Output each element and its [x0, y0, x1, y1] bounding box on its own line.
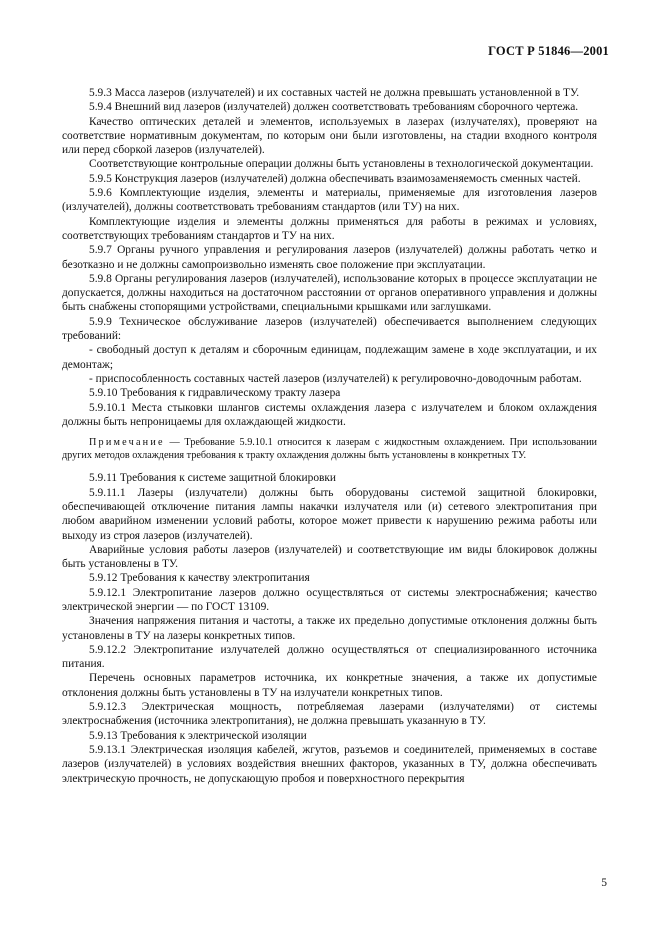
paragraph: Качество оптических деталей и элементов, используемых в лазерах (излучателях), проверяют на соответствие нормативным документам, по которым они были изготовлены, на стадии входного контроля или перед сборкой лазеров (излучателей).	[62, 115, 597, 157]
note-text: — Требование 5.9.10.1 относится к лазерам с жидкостным охлаждением. При использовании других методов охлаждения требования к тракту охлаждения должны быть установлены в конкретных ТУ.	[62, 437, 597, 461]
paragraph: 5.9.5 Конструкция лазеров (излучателей) должна обеспечивать взаимозаменяемость сменных частей.	[89, 172, 581, 185]
section-heading: 5.9.11 Требования к системе защитной блокировки	[89, 472, 337, 485]
paragraph: 5.9.9 Техническое обслуживание лазеров (излучателей) обеспечивается выполнением следующих требований:	[62, 315, 597, 343]
paragraph: 5.9.11.1 Лазеры (излучатели) должны быть оборудованы системой защитной блокировки, обеспечивающей отключение питания лампы накачки излучателя или (и) сетевого электропитания при любом аварийном изменении условий работы, которое может привести к нарушению режима работы или выходу из строя лазеров (излучателей).	[62, 486, 597, 542]
paragraph: 5.9.4 Внешний вид лазеров (излучателей) должен соответствовать требованиям сборочного чертежа.	[89, 101, 579, 114]
paragraph: 5.9.7 Органы ручного управления и регулирования лазеров (излучателей) должны работать четко и безотказно и не должны самопроизвольно изменять свое положение при эксплуатации.	[62, 244, 597, 271]
paragraph: 5.9.12.1 Электропитание лазеров должно осуществляться от системы электроснабжения; качество электрической энергии — по ГОСТ 13109.	[62, 586, 597, 613]
paragraph: Соответствующие контрольные операции должны быть установлены в технологической документации.	[89, 158, 594, 171]
list-item: - приспособленность составных частей лазеров (излучателей) к регулировочно-доводочным работам.	[89, 372, 582, 385]
paragraph: 5.9.12.3 Электрическая мощность, потребляемая лазерами (излучателями) от системы электроснабжения (источника электропитания), не должна превышать указанную в ТУ.	[62, 701, 597, 728]
paragraph: 5.9.12.2 Электропитание излучателей должно осуществляться от специализированного источника питания.	[62, 643, 597, 671]
paragraph: 5.9.6 Комплектующие изделия, элементы и материалы, применяемые для изготовления лазеров (излучателей), должны соответствовать требованиям стандартов (или ТУ) на них.	[62, 187, 597, 214]
list-item: - свободный доступ к деталям и сборочным единицам, подлежащим замене в ходе эксплуатации, и их демонтаж;	[62, 344, 597, 371]
document-body	[62, 86, 597, 786]
paragraph: Перечень основных параметров источника, их конкретные значения, а также их допустимые отклонения должны быть установлены в ТУ на излучатели конкретных типов.	[62, 672, 597, 699]
paragraph: Значения напряжения питания и частоты, а также их предельно допустимые отклонения должны быть установлены в ТУ на лазеры конкретных типов.	[62, 615, 597, 642]
paragraph: 5.9.13.1 Электрическая изоляция кабелей, жгутов, разъемов и соединителей, применяемых в составе лазеров (излучателей) в условиях воздействия внешних факторов, указанных в ТУ, должна обеспечивать электрическую прочность, не допускающую пробоя и поверхностного перекрытия	[62, 743, 597, 785]
section-heading: 5.9.12 Требования к качеству электропитания	[89, 572, 310, 585]
paragraph: 5.9.8 Органы регулирования лазеров (излучателей), использование которых в процессе эксплуатации не допускается, должны находиться на достаточном расстоянии от органов оперативного управления и должны быть снабжены стопорящими устройствами, специальными крышками или заглушками.	[62, 272, 597, 314]
note-label: Примечание	[89, 437, 165, 449]
paragraph: Аварийные условия работы лазеров (излучателей) и соответствующие им виды блокировок должны быть установлены в ТУ.	[62, 543, 597, 571]
paragraph: 5.9.10.1 Места стыковки шлангов системы охлаждения лазера с излучателем и блоком охлаждения должны быть непроницаемы для охлаждающей жидкости.	[62, 401, 597, 428]
section-heading: 5.9.10 Требования к гидравлическому тракту лазера	[89, 387, 341, 400]
page-number: 5	[601, 877, 607, 889]
standard-header: ГОСТ Р 51846—2001	[488, 44, 609, 58]
note	[62, 437, 597, 462]
section-heading: 5.9.13 Требования к электрической изоляции	[89, 729, 307, 742]
paragraph: Комплектующие изделия и элементы должны применяться для работы в режимах и условиях, соответствующих требованиям стандартов и ТУ на них.	[62, 215, 597, 242]
paragraph: 5.9.3 Масса лазеров (излучателей) и их составных частей не должна превышать установленной в ТУ.	[89, 87, 580, 99]
